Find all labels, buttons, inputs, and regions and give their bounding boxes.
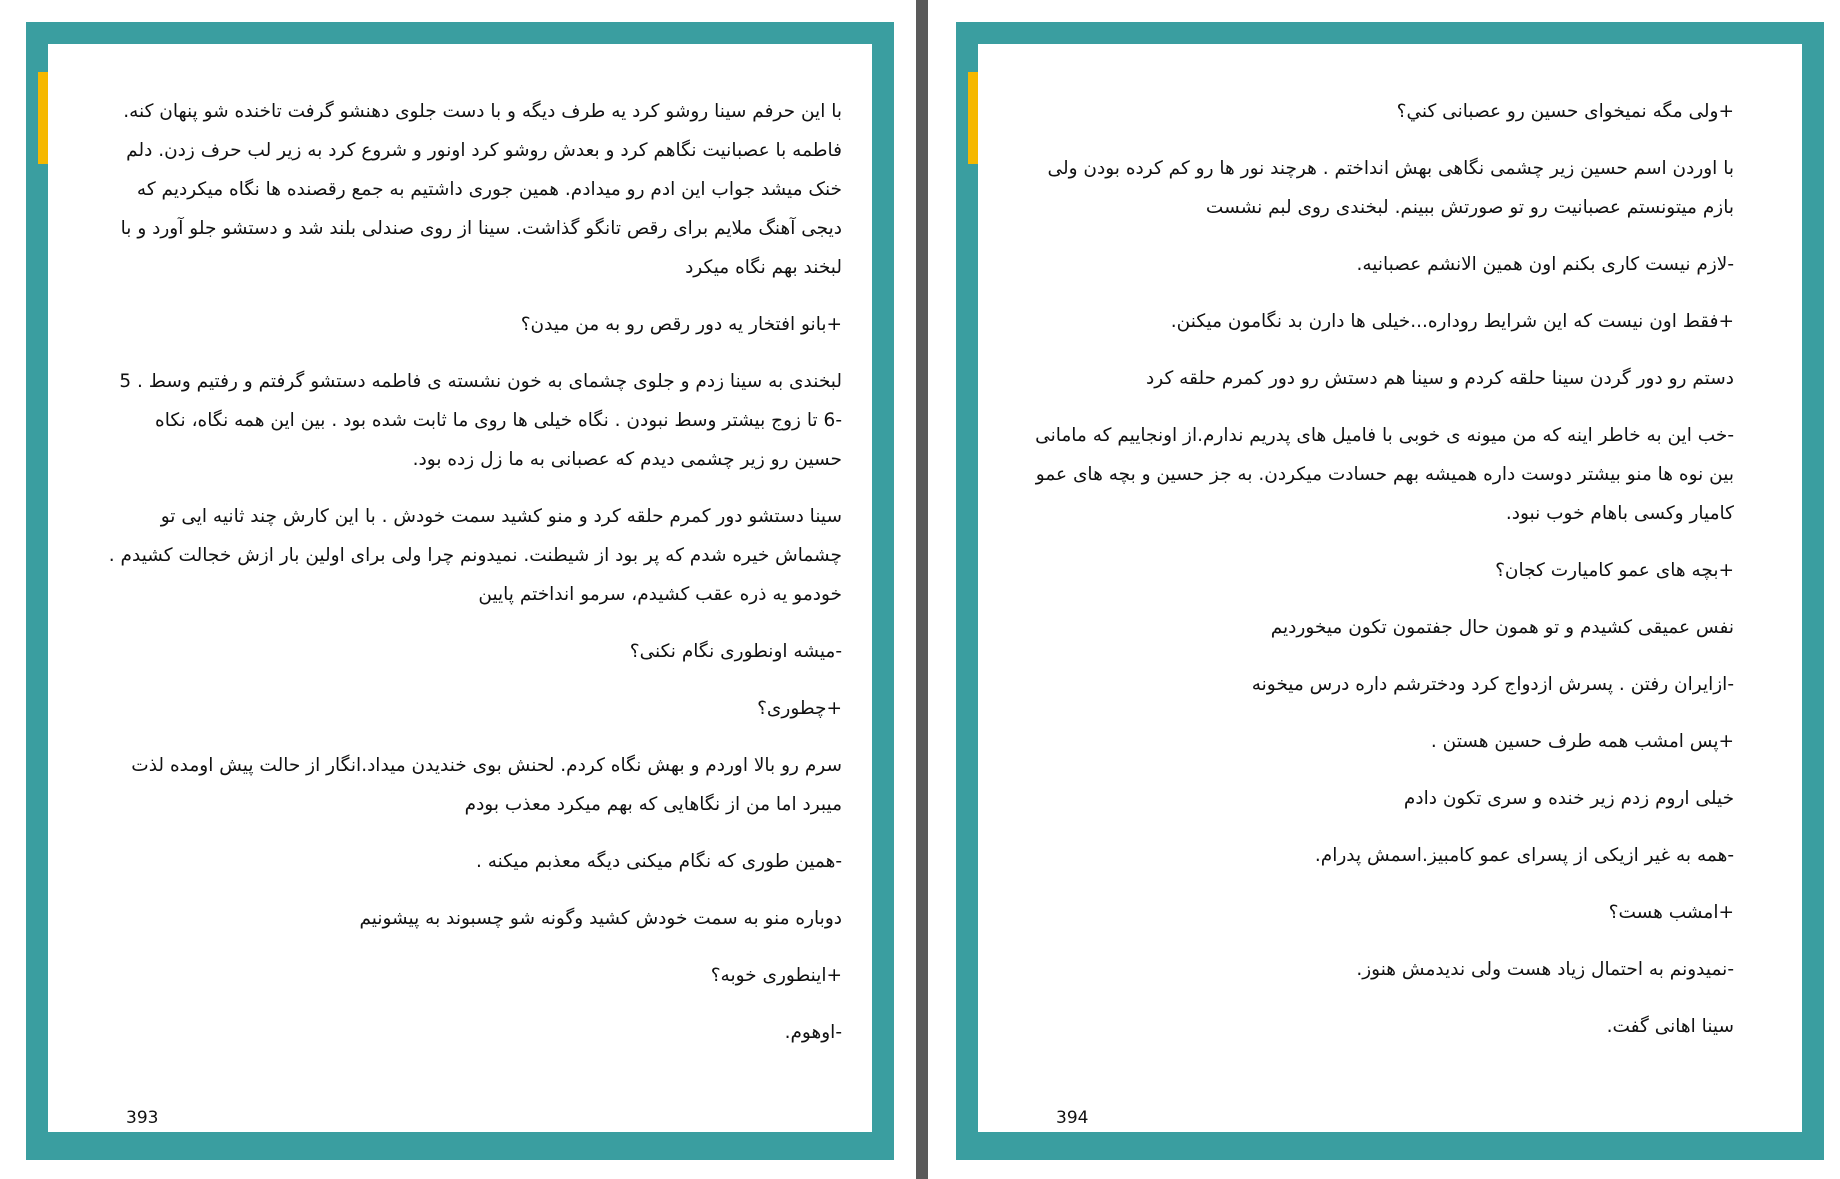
paragraph: -نمیدونم به احتمال زیاد هست ولی ندیدمش هنوز. [1356, 959, 1734, 980]
paragraph: لبخندی به سینا زدم و جلوی چشمای به خون نشسته ی فاطمه دستشو گرفتم و رفتیم وسط . 5 -6 تا زوج بیشتر وسط نبودن . نگاه خیلی ها روی ما ثابت شده بود . بین این همه نگاه، نکاه حسین رو زیر چشمی دیدم که عصبانی به ما زل زده بود. [119, 371, 842, 470]
paragraph: +چطوری؟ [757, 698, 842, 719]
paragraph: سینا دستشو دور کمرم حلقه کرد و منو کشید سمت خودش . با این کارش چند ثانیه ایی تو چشماش خیره شدم که پر بود از شیطنت. نمیدونم چرا ولی برای اولین بار ازش خجالت کشیدم . خودمو یه ذره عقب کشیدم، سرمو انداختم پایین [108, 506, 842, 605]
page-content-area [48, 44, 872, 1132]
paragraph: -ازایران رفتن . پسرش ازدواج کرد ودخترشم داره درس میخونه [1251, 674, 1734, 695]
paragraph: -خب این به خاطر اینه که من میونه ی خوبی با فامیل های پدریم ندارم.از اونجاییم که مامانی بین نوه ها منو بیشتر دوست داره همیشه بهم حسادت میکردن. به جز حسین و بچه های عمو کامیار وکسی باهام خوب نبود. [1035, 425, 1734, 524]
paragraph: -همه به غیر ازیکی از پسرای عمو کامبیز.اسمش پدرام. [1314, 845, 1734, 866]
paragraph: +بچه های عمو کامیارت کجان؟ [1495, 560, 1734, 581]
paragraph: سرم رو بالا اوردم و بهش نگاه کردم. لحنش بوی خندیدن میداد.انگار از حالت پیش اومده لذت میبرد اما من از نگاهایی که بهم میکرد معذب بودم [131, 755, 842, 815]
paragraph: +بانو افتخار یه دور رقص رو به من میدن؟ [520, 314, 842, 335]
paragraph: خیلی اروم زدم زیر خنده و سری تکون دادم [1403, 788, 1734, 809]
paragraph: دوباره منو به سمت خودش کشید وگونه شو چسبوند به پیشونیم [359, 908, 842, 929]
paragraph: -لازم نیست کاری بکنم اون همین الانشم عصبانیه. [1356, 254, 1734, 275]
paragraph: +فقط اون نیست که این شرایط روداره...خیلی ها دارن بد نگامون میکنن. [1170, 311, 1734, 332]
paragraph: -میشه اونطوری نگام نکنی؟ [629, 641, 842, 662]
paragraph: +اینطوری خوبه؟ [710, 965, 842, 986]
paragraph: +امشب هست؟ [1608, 902, 1734, 923]
page-394 [956, 22, 1824, 1160]
page-number: 394 [1056, 1108, 1089, 1128]
paragraph: -اوهوم. [784, 1022, 842, 1043]
paragraph: با اوردن اسم حسین زیر چشمی نگاهی بهش انداختم . هرچند نور ها رو کم کرده بودن ولی بازم میتونستم عصبانیت رو تو صورتش ببینم. لبخندی روی لبم نشست [1047, 158, 1734, 218]
paragraph: +ولی مگه نمیخوای حسین رو عصبانی کني؟ [1396, 101, 1734, 122]
paragraph: با این حرفم سینا روشو کرد یه طرف دیگه و با دست جلوی دهنشو گرفت تاخنده شو پنهان کنه. فاطمه با عصبانیت نگاهم کرد و بعدش روشو کرد اونور و شروع کرد به زیر لب حرف زدن. دلم خنک میشد جواب این ادم رو میدادم. همین جوری داشتیم به جمع رقصنده ها نگاه میکردیم که دیجی آهنگ ملایم برای رقص تانگو گذاشت. سینا از روی صندلی بلند شد و دستشو جلو آورد و با لبخند بهم نگاه میکرد [120, 101, 842, 278]
page-number: 393 [126, 1108, 159, 1128]
paragraph: نفس عمیقی کشیدم و تو همون حال جفتمون تکون میخوردیم [1270, 617, 1734, 638]
page-text [1026, 92, 1734, 1064]
page-divider [916, 0, 928, 1179]
page-content-area [978, 44, 1802, 1132]
paragraph: +پس امشب همه طرف حسین هستن . [1430, 731, 1734, 752]
paragraph: سینا اهانی گفت. [1606, 1016, 1734, 1037]
paragraph: -همین طوری که نگام میکنی دیگه معذبم میکنه . [475, 851, 842, 872]
paragraph: دستم رو دور گردن سینا حلقه کردم و سینا هم دستش رو دور کمرم حلقه کرد [1146, 368, 1734, 389]
page-393 [26, 22, 894, 1160]
page-text [104, 92, 842, 1070]
